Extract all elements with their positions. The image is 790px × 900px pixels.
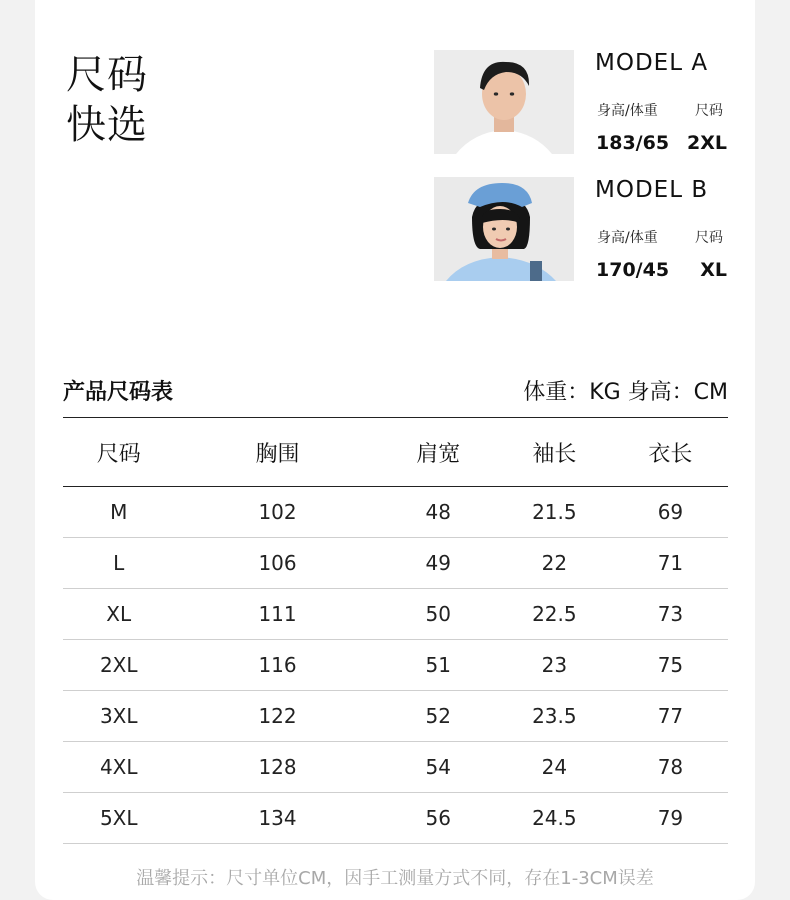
table-row-cell-0: XL bbox=[106, 602, 132, 626]
table-row-cell-3: 22.5 bbox=[532, 602, 577, 626]
table-row-cell-2: 48 bbox=[425, 500, 451, 524]
table-row-cell-2: 54 bbox=[425, 755, 451, 779]
table-row bbox=[63, 640, 728, 691]
table-row-cell-4: 73 bbox=[657, 602, 684, 626]
table-header-row bbox=[63, 418, 728, 487]
table-row-cell-4: 78 bbox=[657, 755, 684, 779]
model-a-hw-value: 183/65 bbox=[596, 132, 670, 154]
model-a-card bbox=[434, 50, 734, 154]
footnote: 温馨提示：尺寸单位CM，因手工测量方式不同，存在1-3CM误差 bbox=[136, 868, 654, 889]
table-row-cell-1: 111 bbox=[258, 602, 297, 626]
table-row-cell-2: 50 bbox=[425, 602, 451, 626]
title-line-2: 快选 bbox=[66, 102, 148, 148]
table-row-cell-1: 106 bbox=[258, 551, 297, 575]
table-row-cell-1: 116 bbox=[258, 653, 297, 677]
model-b-hw-value: 170/45 bbox=[596, 259, 670, 281]
title-line-1: 尺码 bbox=[66, 52, 148, 98]
size-table bbox=[63, 417, 728, 844]
model-b-size-value: XL bbox=[700, 259, 727, 281]
model-a-name: MODEL A bbox=[595, 50, 709, 76]
table-row-cell-3: 21.5 bbox=[532, 500, 577, 524]
table-row-cell-4: 79 bbox=[657, 806, 684, 830]
model-b-size-label: 尺码 bbox=[695, 230, 723, 246]
model-b-card bbox=[434, 177, 734, 281]
table-row-cell-3: 23 bbox=[541, 653, 568, 677]
model-a-hw-label: 身高/体重 bbox=[597, 103, 658, 119]
table-header-row-cell-3: 袖长 bbox=[532, 441, 577, 467]
table-row bbox=[63, 742, 728, 793]
table-row-cell-0: M bbox=[110, 500, 128, 524]
table-row-cell-3: 23.5 bbox=[532, 704, 577, 728]
table-row bbox=[63, 589, 728, 640]
model-a-photo bbox=[434, 50, 574, 154]
table-row-cell-0: 5XL bbox=[99, 806, 138, 830]
table-row bbox=[63, 793, 728, 844]
table-row-cell-3: 24 bbox=[541, 755, 568, 779]
model-b-hw-label: 身高/体重 bbox=[597, 230, 658, 246]
table-row-cell-1: 122 bbox=[258, 704, 297, 728]
table-row-cell-3: 22 bbox=[541, 551, 568, 575]
table-row bbox=[63, 538, 728, 589]
table-row-cell-0: L bbox=[113, 551, 125, 575]
table-row-cell-0: 2XL bbox=[99, 653, 138, 677]
model-b-name: MODEL B bbox=[595, 177, 709, 203]
table-row-cell-4: 69 bbox=[657, 500, 684, 524]
model-a-size-label: 尺码 bbox=[695, 103, 723, 119]
table-row-cell-2: 56 bbox=[425, 806, 451, 830]
table-row-cell-1: 128 bbox=[258, 755, 297, 779]
size-table-title: 产品尺码表 bbox=[63, 380, 174, 405]
table-row-cell-1: 102 bbox=[258, 500, 297, 524]
model-b-photo bbox=[434, 177, 574, 281]
table-header-row-cell-0: 尺码 bbox=[96, 441, 141, 467]
table-row-cell-0: 3XL bbox=[99, 704, 138, 728]
table-row-cell-2: 51 bbox=[425, 653, 451, 677]
table-row-cell-4: 77 bbox=[657, 704, 684, 728]
table-row-cell-2: 49 bbox=[425, 551, 451, 575]
table-header-row-cell-1: 胸围 bbox=[255, 441, 300, 467]
model-a-size-value: 2XL bbox=[687, 132, 727, 154]
table-row-cell-4: 75 bbox=[657, 653, 684, 677]
table-row-cell-0: 4XL bbox=[99, 755, 138, 779]
table-header-row-cell-4: 衣长 bbox=[648, 441, 693, 467]
table-row-cell-1: 134 bbox=[258, 806, 297, 830]
table-row bbox=[63, 691, 728, 742]
table-row-cell-4: 71 bbox=[657, 551, 684, 575]
page-title bbox=[66, 50, 148, 150]
table-row bbox=[63, 487, 728, 538]
table-row-cell-3: 24.5 bbox=[532, 806, 577, 830]
unit-note: 体重：KG 身高：CM bbox=[523, 380, 728, 405]
table-header-row-cell-2: 肩宽 bbox=[416, 441, 461, 467]
table-row-cell-2: 52 bbox=[425, 704, 451, 728]
